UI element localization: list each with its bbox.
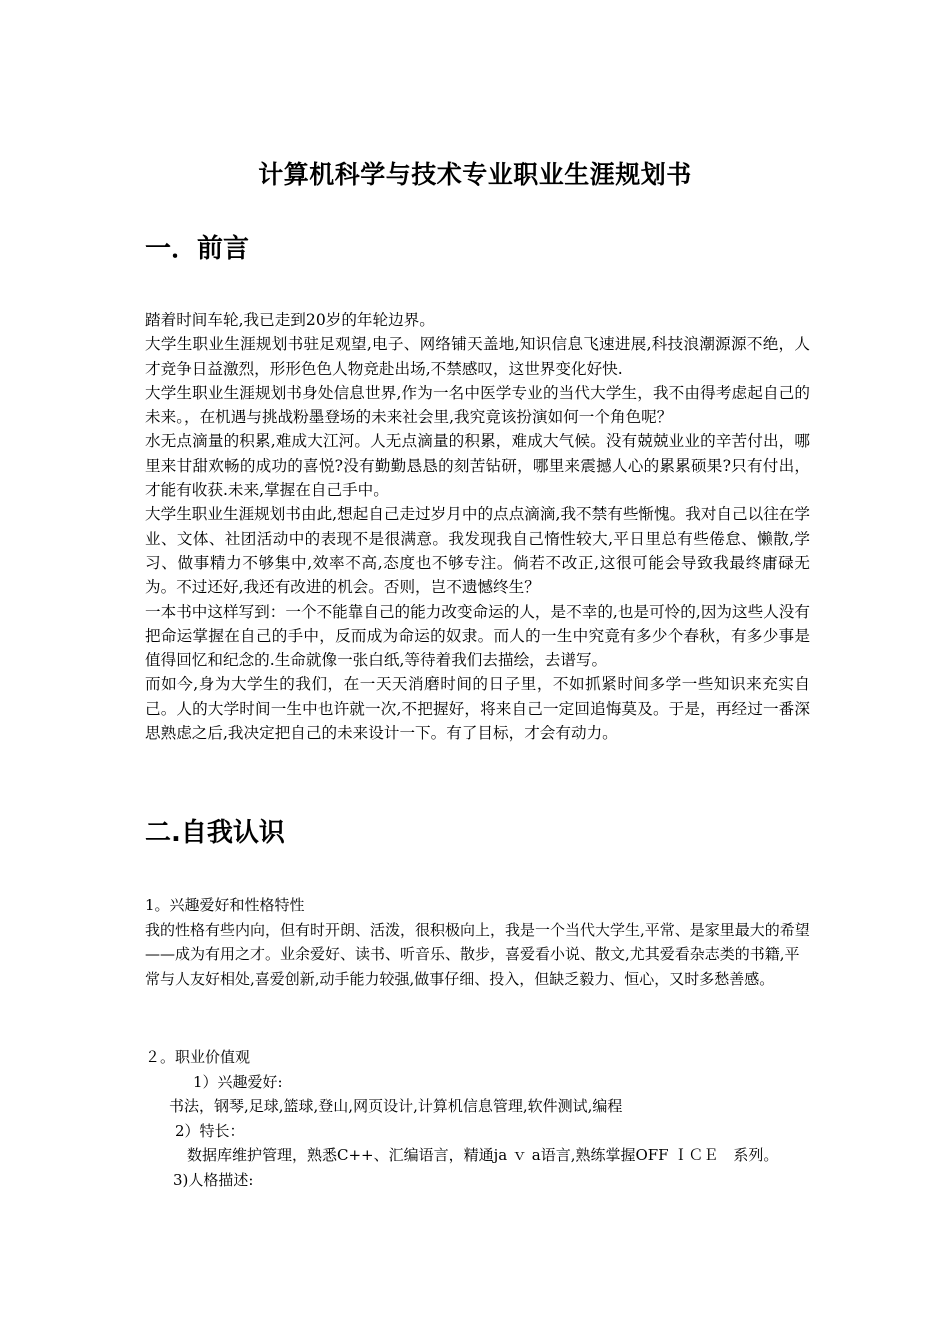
- section-heading-preface: 一．前言: [145, 234, 250, 264]
- paragraph: 我的性格有些内向，但有时开朗、活泼，很积极向上，我是一个当代大学生,平常、是家里最大的希望——成为有用之才。业余爱好、读书、听音乐、散步，喜爱看小说、散文,尤其爱看杂志类的书籍,平常与人友好相处,喜爱创新,动手能力较强,做事仔细、投入，但缺乏毅力、恒心，又时多愁善感。: [145, 920, 810, 988]
- paragraph: 大学生职业生涯规划书由此,想起自己走过岁月中的点点滴滴,我不禁有些惭愧。我对自己以往在学业、文体、社团活动中的表现不是很满意。我发现我自己惰性较大,平日里总有些倦怠、懒散,学习、做事精力不够集中,效率不高,态度也不够专注。倘若不改正,这很可能会导致我最终庸碌无为。不过还好,我还有改进的机会。否则，岂不遗憾终生？: [145, 505, 810, 597]
- paragraph: 大学生职业生涯规划书身处信息世界,作为一名中医学专业的当代大学生，我不由得考虑起自己的未来。，在机遇与挑战粉墨登场的未来社会里,我究竟该扮演如何一个角色呢？: [145, 383, 810, 427]
- list-item-text: 书法，钢琴,足球,篮球,登山,网页设计,计算机信息管理,软件测试,编程: [169, 1097, 623, 1115]
- list-item-label: 3)人格描述:: [173, 1170, 254, 1189]
- paragraph: 一本书中这样写到：一个不能靠自己的能力改变命运的人，是不幸的,也是可怜的,因为这些人没有把命运掌握在自己的手中，反而成为命运的奴隶。而人的一生中究竟有多少个春秋，有多少事是值得回忆和纪念的.生命就像一张白纸,等待着我们去描绘，去谱写。: [145, 602, 810, 670]
- list-item-label: 2）特长：: [175, 1121, 245, 1140]
- interests-block: [145, 893, 810, 991]
- preface-body: [145, 308, 810, 745]
- list-item-text: 数据库维护管理，熟悉C++、汇编语言，精通ja ｖ a语言,熟练掌握OFF ＩＣＥ 系列。: [187, 1146, 779, 1164]
- paragraph: 水无点滴量的积累,难成大江河。人无点滴量的积累，难成大气候。没有兢兢业业的辛苦付出，哪里来甘甜欢畅的成功的喜悦?没有勤勤恳恳的刻苦钻研，哪里来震撼人心的累累硕果?只有付出，才能有收获.未来,掌握在自己手中。: [145, 432, 810, 500]
- subsection-title: ２。职业价值观: [145, 1048, 251, 1066]
- values-block: [145, 1045, 810, 1192]
- section-heading-self-awareness: 二.自我认识: [145, 818, 285, 848]
- list-item-label: 1）兴趣爱好:: [193, 1072, 283, 1091]
- paragraph: 而如今,身为大学生的我们，在一天天消磨时间的日子里，不如抓紧时间多学一些知识来充实自己。人的大学时间一生中也许就一次,不把握好，将来自己一定回追悔莫及。于是，再经过一番深思熟虑之后,我决定把自己的未来设计一下。有了目标，才会有动力。: [145, 675, 810, 743]
- paragraph: 大学生职业生涯规划书驻足观望,电子、网络铺天盖地,知识信息飞速进展,科技浪潮源源不绝，人才竞争日益激烈，形形色色人物竞赴出场,不禁感叹，这世界变化好快.: [145, 335, 810, 378]
- subsection-title: 1。兴趣爱好和性格特性: [145, 896, 305, 914]
- paragraph: 踏着时间车轮,我已走到20岁的年轮边界。: [145, 311, 435, 329]
- document-title: 计算机科学与技术专业职业生涯规划书: [258, 160, 692, 189]
